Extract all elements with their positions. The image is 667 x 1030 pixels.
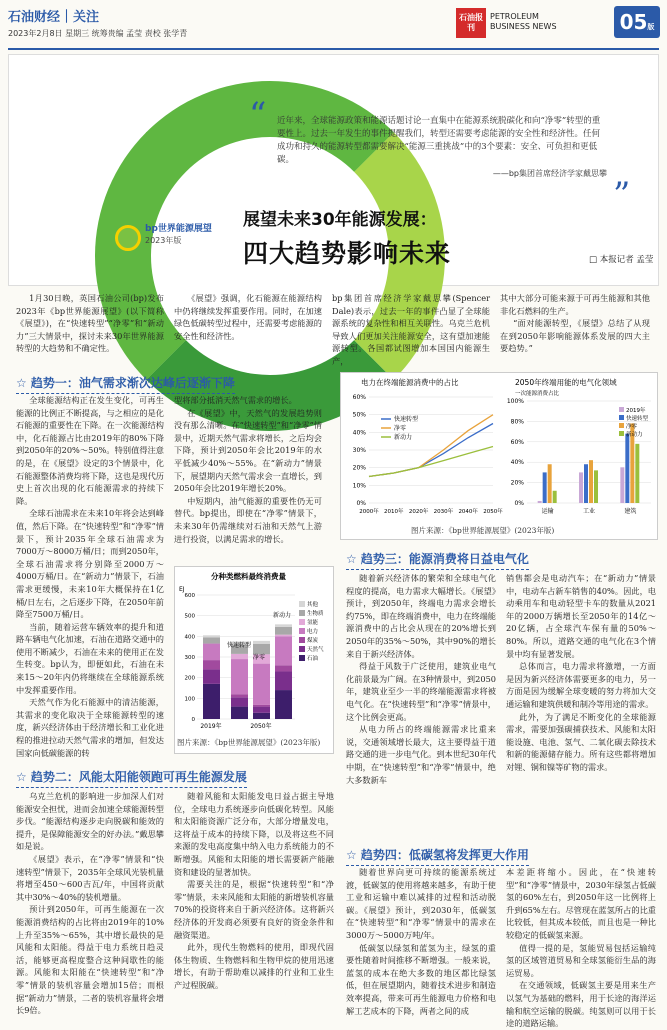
headline-line1: 展望未来30年能源发展：: [243, 210, 437, 230]
body-para: 此外，为了满足不断变化的全球能源需求，需要加强碳捕获技术、风能和太阳能设施、电池、氢气、二氧化碳去除技术和新的能源储存能力。所有这些都将增加对锂、铜和镍等矿物的需求。: [506, 711, 656, 772]
x-tick-label: 2020年: [408, 509, 429, 515]
stack-segment: [253, 713, 270, 719]
y-tick-label: 0%: [514, 500, 524, 507]
y-tick-label: 50%: [352, 411, 366, 419]
trend1-col-2: [174, 394, 322, 562]
legend-label: 石油: [307, 656, 319, 662]
y-tick-label: 400: [184, 634, 195, 641]
header-rule: [8, 48, 659, 50]
intro-col-2: [174, 292, 322, 354]
body-para: 值得一提的是，氢能贸易包括运输纯氢的区域管道贸易和全球氢能衍生品的海运贸易。: [506, 942, 656, 978]
body-para: 总体而言，电力需求将激增，一方面是因为新兴经济体需要更多的电力，另一方面是因为缓解全球变暖的努力将加大交通运输和建筑供暖和制冷等用途的需求。: [506, 661, 656, 709]
fig2-caption: 图片来源：《bp世界能源展望》(2023年版): [177, 738, 321, 747]
close-quote-icon: ”: [613, 175, 631, 215]
bp-logo-icon: [115, 225, 141, 251]
series-line-1: [369, 415, 493, 477]
intro-col-3: [332, 292, 490, 366]
y-tick-label: 500: [184, 613, 195, 620]
chart-title: 分种类燃料最终消费量: [211, 572, 286, 581]
bp-outlook-label: [145, 223, 212, 247]
y-tick-label: 0: [191, 717, 195, 723]
legend-label: 快速转型: [394, 416, 419, 423]
legend-swatch: [619, 415, 624, 420]
bar: [594, 470, 598, 503]
hero-banner: [8, 54, 659, 286]
legend-swatch: [619, 407, 624, 412]
legend-swatch: [299, 610, 305, 616]
series-annotation: 净零: [253, 654, 266, 661]
legend-swatch: [299, 637, 305, 643]
body-para: 当前，随着运营车辆效率的提升和道路车辆电气化加速，石油在道路交通中的使用不断减少，石油在未来的使用正在发生转变。bp认为，即便如此，石油在未来15～20年内仍将继续在全球能源系统中发挥重要作用。: [16, 621, 164, 695]
bar: [620, 467, 624, 503]
legend-label: 煤炭: [307, 638, 319, 644]
headline: [243, 205, 451, 270]
body-para: 需要关注的是，根据“快速转型”和“净零”情景，未来风能和太阳能的新增装机容量70%的投资将来自于新兴经济体。这将新兴经济体的开发商必须要有良好的资金条件和融资渠道。: [174, 879, 334, 940]
series-line-2: [369, 446, 493, 476]
quote-text: 近年来，全球能源政策和能源话题讨论一直集中在能源系统脱碳化和向“净零”转型的重要性上。过去一年发生的事件提醒我们，转型还需要考虑能源的安全性和经济性。任何成功和持久的能源转型都需要解决“能源三重挑战”中的3个要素：安全、可负担和更低碳。: [277, 116, 601, 165]
body-para: 本差距将缩小。因此，在“快速转型”和“净零”情景中，2030年绿氢占低碳氢的60%左右，到2050年这一比例将上升到65%左右。尽管现在蓝氢所占的比重比较低，但其成本较低，而且也是一种比较稳定的低碳氢来源。: [506, 867, 656, 940]
stack-segment: [231, 697, 248, 706]
legend-label: 电力: [307, 629, 319, 635]
hero-quote: [277, 115, 607, 180]
series-annotation: 快速转型: [227, 642, 252, 649]
legend-label: 快速转型: [626, 416, 649, 422]
legend-label: 天然气: [307, 647, 324, 653]
bar: [548, 464, 552, 503]
stack-segment: [275, 635, 292, 637]
y-tick-label: 80%: [510, 418, 524, 426]
bp-outlook-title: bp世界能源展望: [145, 224, 212, 234]
x-tick-label: 2050年: [250, 723, 272, 730]
y-tick-label: 10%: [352, 482, 366, 490]
stack-segment: [203, 644, 220, 661]
fig1-caption: 图片来源：《bp世界能源展望》(2023年版): [411, 526, 555, 535]
bar: [635, 444, 639, 503]
trend2-heading: ☆ 趋势二：风能太阳能领跑可再生能源发展: [16, 768, 247, 788]
intro-para: 《展望》强调，化石能源在能源结构中仍将继续发挥重要作用。同时，在加速绿色低碳转型过程中，还需要考虑能源的安全性和经济性。: [174, 293, 322, 341]
chart-subtitle: 一次能源消费占比: [515, 391, 560, 397]
bar: [625, 434, 629, 503]
x-tick-label: 2000年: [359, 509, 379, 515]
body-para: 天然气作为化石能源中的清洁能源，其需求的变化取决于全球能源转型的速度，新兴经济体由于经济增长和工业化进程的推进拉动天然气需求的增加，但发达国家向低碳能源的转: [16, 697, 164, 758]
x-tick-label: 建筑: [624, 508, 637, 515]
stack-segment: [203, 669, 220, 683]
series-annotation: 新动力: [273, 612, 292, 619]
y-tick-label: 60%: [352, 394, 366, 401]
legend-swatch: [619, 431, 624, 436]
legend-swatch: [299, 655, 305, 661]
trend1-col-1: [16, 394, 164, 758]
legend-label: 2019年: [626, 408, 646, 414]
body-para: 得益于风数于广泛使用，建筑业电气化前景最为广阔。在3种情景中，到2050年，建筑业至少一半的终端能源需求将被电气化。在“快速转型”和“净零”情景中，这个比例会更高。: [346, 661, 496, 722]
legend-label: 新动力: [394, 434, 413, 441]
x-tick-label: 2019年: [200, 723, 222, 730]
bar: [538, 501, 542, 503]
y-tick-label: 100%: [506, 398, 524, 405]
intro-col-1: [16, 292, 164, 354]
stack-segment: [275, 665, 292, 671]
x-tick-label: 2030年: [433, 509, 454, 515]
issue-meta: 2023年2月8日 星期三 统筹贵编 孟莹 责校 张学青: [8, 29, 188, 38]
body-para: 低碳氢以绿氢和蓝氢为主，绿氢的重要性随着时间推移不断增强。一般来说，蓝氢的成本在绝大多数的地区都比绿氢低，但在展望期内，随着技术进步和制造效率提高，带来可再生能源电力价格和电解工艺成本的下降，两者之间的成: [346, 942, 496, 1016]
trend4-heading: ☆ 趋势四：低碳氢将发挥更大作用: [346, 846, 529, 866]
electricity-share-chart: [341, 373, 501, 523]
legend-swatch: [299, 628, 305, 634]
y-tick-label: 40%: [352, 429, 366, 437]
stack-segment: [231, 654, 248, 659]
body-para: 在《展望》中，天然气的发展趋势则没有那么清晰。在“快速转型”和“净零”情景中，近期天然气需求将增长，之后均会下降，预计到2050年会比2019年的水平低减少40%～55%。在“新动力”情景下，展望期内天然气需求会一直增长，到2050年会比2019年增长20%。: [174, 407, 322, 494]
fuel-consumption-figure: [174, 566, 334, 754]
legend-label: 氢能: [307, 620, 319, 626]
body-para: 随着世界向更可持续的能源系统过渡，低碳氢的使用将越来越多，有助于使工业和运输中难以减排的过程和活动脱碳。《展望》预计，到2030年，低碳氢在“快速转型”和“净零”情景中的需求在3000万～5000万吨/年。: [346, 867, 496, 940]
open-quote-icon: “: [249, 95, 267, 135]
body-para: 此外，现代生物燃料的使用，即现代固体生物质、生物燃料和生物甲烷的使用迅速增长，有助于帮助难以减排的行业和工业生产过程脱碳。: [174, 942, 334, 990]
section-title: 石油财经｜关注: [8, 10, 100, 25]
legend-label: 新动力: [626, 432, 643, 438]
intro-para: 1月30日晚，英国石油公司(bp)发布2023年《bp世界能源展望》(以下简称《展望》)，在“快速转型”“净零”和“新动力”三大情景中，探讨未来30年世界能源转型的大趋势和不确定性。: [16, 293, 164, 354]
x-tick-label: 2040年: [458, 509, 478, 515]
bar: [543, 472, 547, 503]
x-tick-label: 工业: [582, 508, 596, 515]
page-suffix: 版: [647, 23, 655, 31]
body-para: 预计到2050年，可再生能源在一次能源消费结构的占比将由2019年的10%上升至35%～65%，其中增长最快的是风能和太阳能。得益于电力系统日趋灵活，能够更高程度整合这种间歇性的能源。风能和太阳能在“快速转型”和“净零”情景的装机容量会增加15倍；而根据“新动力”情景，二者的装机容量将会增长9倍。: [16, 904, 164, 1016]
intro-para: “面对能源转型，《展望》总结了从现在到2050年影响能源体系发展的四大主要趋势。”: [500, 318, 650, 354]
legend-label: 生物质: [307, 611, 324, 617]
y-tick-label: 300: [184, 655, 195, 661]
x-tick-label: 2050年: [483, 509, 503, 515]
x-tick-label: 运输: [541, 508, 554, 515]
page-header: [8, 4, 659, 48]
page-number: [614, 6, 660, 38]
y-tick-label: 200: [184, 675, 195, 682]
stack-segment: [253, 664, 270, 705]
y-tick-label: 20%: [352, 464, 366, 472]
y-tick-label: 0%: [356, 500, 366, 507]
stack-segment: [253, 705, 270, 707]
stack-segment: [203, 637, 220, 643]
stack-segment: [275, 636, 292, 665]
intro-para: 其中大部分可能来源于可再生能源和其他非化石燃料的生产。: [500, 293, 650, 316]
bar: [579, 472, 583, 503]
y-axis-label: EJ: [179, 586, 185, 593]
legend-swatch: [299, 646, 305, 652]
intro-para: bp集团首席经济学家戴思攀(Spencer Dale)表示，过去一年的事件凸显了全球能源系统的复杂性和相互关联性。乌克兰危机导致人们更加关注能源安全，这有望加速能源转型。各国都试图增加本国国内能源生产，: [332, 293, 490, 366]
y-tick-label: 600: [184, 593, 195, 599]
stack-segment: [275, 690, 292, 719]
trend4-col-2: [506, 866, 656, 1029]
body-para: 全球石油需求在未来10年将会达到峰值，然后下降。在“快速转型”和“净零”情景下，预计2035年全球石油需求为7000万～8000万桶/日；而到2050年，全球石油需求将分别降至2000万～4000万桶/日。在“新动力”情景下，石油需求更缓慢，未来10年大概保持在1亿桶/日左右，之后逐步下降，在2050年前降至7500万桶/日。: [16, 508, 164, 620]
electrification-figure: [340, 372, 658, 540]
bar: [589, 460, 593, 503]
y-tick-label: 60%: [510, 438, 524, 446]
bp-outlook-year: 2023年版: [145, 236, 182, 245]
y-tick-label: 30%: [352, 447, 366, 454]
page-number-value: 05: [619, 10, 648, 34]
bar: [584, 464, 588, 503]
body-para: 型将部分抵消天然气需求的增长。: [174, 395, 297, 405]
body-para: 随着风能和太阳能发电日益占据主导地位，全球电力系统逐步向低碳化转型。风能和太阳能资源广泛分布，大部分增量发电，这将益于成本的持续下降，以及将这些不同来源的发电高度集中纳入电力系统能力的不断增强。风能和太阳能的增长需要新产能融资和建设的显著加快。: [174, 791, 334, 877]
stack-segment: [203, 635, 220, 637]
trend4-col-1: [346, 866, 496, 1018]
stack-segment: [203, 684, 220, 719]
y-tick-label: 40%: [510, 459, 524, 467]
body-para: 《展望》表示，在“净零”情景和“快速转型”情景下，2035年全球风光装机量将增至450～600吉瓦/年，中国将贡献其中30%～40%的装机增量。: [16, 853, 164, 902]
intro-col-4: [500, 292, 650, 354]
stack-segment: [203, 660, 220, 669]
stack-segment: [275, 671, 292, 690]
body-para: 中短期内，油气能源的重要性仍无可替代。bp提出，即使在“净零”情景下，未来30年仍需继续对石油和天然气上游进行投资，以满足需求的增长。: [174, 495, 322, 544]
newspaper-logo: 石油报刊: [456, 8, 486, 38]
y-tick-label: 100: [184, 696, 195, 703]
x-tick-label: 2010年: [384, 509, 404, 515]
body-para: 在交通领域，低碳氢主要是用来生产以氢气为基础的燃料，用于长途的海洋运输和航空运输的脱碳。纯氢则可以用于长途的道路运输。: [506, 980, 656, 1029]
stack-segment: [253, 641, 270, 644]
y-tick-label: 20%: [510, 479, 524, 487]
legend-label: 净零: [394, 425, 407, 432]
body-para: 乌克兰危机的影响进一步加深人们对能源安全担忧，进而会加速全球能源转型步伐。“能源结构逐步走向脱碳和能效的提升，是保障能源安全的好办法。”戴思攀如是说。: [16, 791, 164, 852]
stack-segment: [231, 659, 248, 694]
body-para: 销售都会是电动汽车；在“新动力”情景中，电动车占新车销售的40%。因此，电动乘用车和电动轻型卡车的数量从2021年的2000万辆增长至2050年的14亿～20亿辆，占全球汽车保有量的50%～80%。所以，道路交通的电气化在3个情景中均有显著发展。: [506, 573, 656, 659]
reporter-byline: □ 本报记者 孟莹: [589, 255, 654, 265]
brand-name: PETROLEUM BUSINESS NEWS: [490, 12, 557, 31]
trend2-col-1: [16, 790, 164, 1018]
body-para: 随着新兴经济体的繁荣和全球电气化程度的提高，电力需求大幅增长。《展望》预计，到2050年，终端电力需求会增长约75%，即在终端消费中，电力在终端能源消费中的占比会从现在的20%增长到2050年的35%～50%，其中90%的增长来自于新兴经济体。: [346, 573, 496, 659]
legend-swatch: [299, 619, 305, 625]
stack-segment: [231, 707, 248, 719]
chart-title: 电力在终端能源消费中的占比: [361, 378, 459, 387]
fuel-consumption-chart: [175, 567, 333, 735]
trend2-col-2: [174, 790, 334, 1018]
body-para: 从电力所占的终端能源需求比重来说，交通领域增长最大，这主要得益于道路交通的进一步电气化。到本世纪30年代中期，在“快速转型”和“净零”情景中，绝大多数新车: [346, 724, 496, 785]
bar: [553, 491, 557, 503]
trend3-col-1: [346, 572, 496, 842]
legend-swatch: [299, 601, 305, 607]
legend-label: 其他: [307, 602, 319, 608]
stack-segment: [231, 694, 248, 697]
stack-segment: [253, 707, 270, 713]
chart-title: 2050年终端用能的电气化领域: [515, 378, 617, 387]
trend1-heading: ☆ 趋势一：油气需求渐次达峰后逐渐下降: [16, 374, 235, 394]
stack-segment: [275, 624, 292, 626]
electrification-sectors-chart: [501, 373, 659, 523]
stack-segment: [253, 644, 270, 654]
legend-swatch: [619, 423, 624, 428]
quote-author: ——bp集团首席经济学家戴思攀: [492, 169, 607, 178]
trend3-col-2: [506, 572, 656, 842]
legend-label: 净零: [626, 424, 638, 430]
trend3-heading: ☆ 趋势三：能源消费将日益电气化: [346, 550, 529, 570]
headline-line2: 四大趋势影响未来: [243, 239, 452, 268]
body-para: 全球能源结构正在发生变化，可再生能源的比例正不断提高，与之相应的是化石能源的重要性在下降。在一次能源结构中，化石能源占比由2019年的80%下降到2050年的20%～50%。特别值得注意的是，在《展望》设定的3个情景中，化石能源整体消费均将下降，这也是现代历史上首次出现的化石能源需求的持续下降。: [16, 395, 164, 506]
stack-segment: [275, 627, 292, 635]
